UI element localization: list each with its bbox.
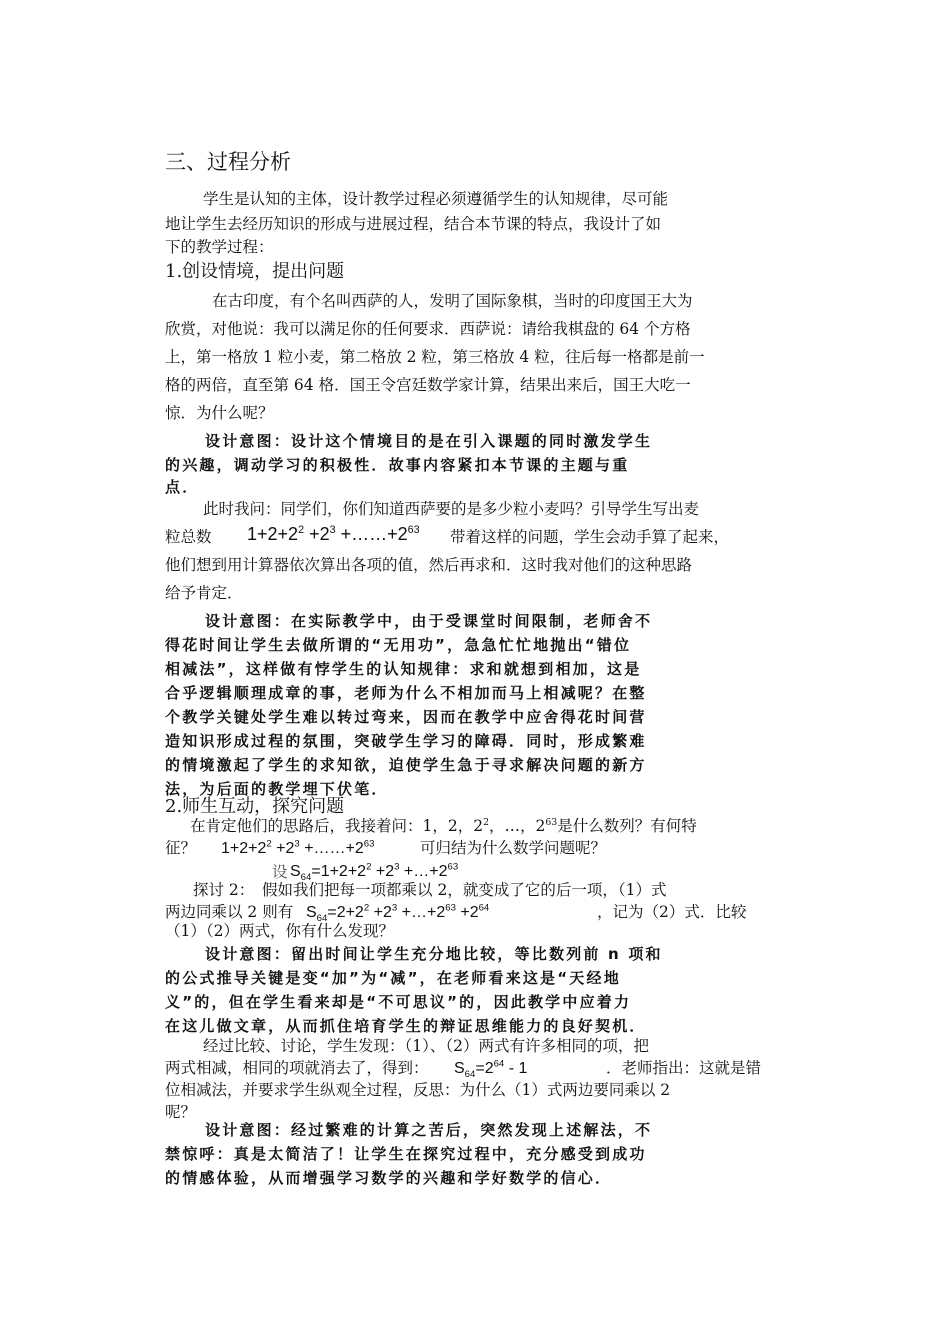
story-line-3: 上，第一格放 1 粒小麦，第二格放 2 粒，第三格放 4 粒，往后每一格都是前一	[165, 348, 705, 366]
intro-line-2: 地让学生去经历知识的形成与进展过程，结合本节课的特点，我设计了如	[165, 215, 662, 233]
explore-line-2-suffix: ，记为（2）式．比较	[597, 903, 747, 921]
intent3-line-1: 设计意图：留出时间让学生充分地比较，等比数列前 n 项和	[205, 945, 663, 963]
equation-2: $S_{64}=2+2^2 +2^3$ $+\dots+2^{63} +2^{64}$	[306, 902, 490, 925]
ask-line-2-suffix: 带着这样的问题，学生会动手算了起来，	[450, 528, 730, 546]
intro-line-3: 下的教学过程：	[165, 238, 274, 256]
story-line-1: 在古印度，有个名叫西萨的人，发明了国际象棋，当时的印度国王大为	[212, 292, 693, 310]
intent1-line-1: 设计意图：设计这个情境目的是在引入课题的同时激发学生	[205, 432, 653, 450]
set-label: 设	[272, 863, 288, 881]
interact-line-1: 在肯定他们的思路后，我接着问：1，2，$2^2$，…，$2^{63}$是什么数列？有何特	[190, 816, 697, 835]
intent1-line-3: 点．	[165, 478, 200, 496]
intro-line-1: 学生是认知的主体，设计教学过程必须遵循学生的认知规律，尽可能	[203, 190, 669, 208]
ask-line-3: 他们想到用计算器依次算出各项的值，然后再求和．这时我对他们的这种思路	[165, 556, 693, 574]
intent2-line-3: 相减法”，这样做有悖学生的认知规律：求和就想到相加，这是	[165, 660, 642, 678]
intent1-line-2: 的兴趣，调动学习的积极性．故事内容紧扣本节课的主题与重	[165, 456, 630, 474]
intent2-line-4: 合乎逻辑顺理成章的事，老师为什么不相加而马上相减呢？在整	[165, 684, 647, 702]
equation-1: $S_{64}=1+2+2^2 +2^3$ $+\dots+2^{63}$	[290, 861, 459, 884]
section-title: 三、过程分析	[165, 150, 291, 174]
intent4-line-1: 设计意图：经过繁难的计算之苦后，突然发现上述解法，不	[205, 1121, 653, 1139]
compare-line-3: 位相减法，并要求学生纵观全过程，反思：为什么（1）式两边要同乘以 2	[165, 1081, 671, 1099]
compare-line-2-prefix: 两式相减，相同的项就消去了，得到：	[165, 1059, 429, 1077]
step2-heading: 2.师生互动，探究问题	[165, 796, 345, 817]
compare-line-2-suffix: ．老师指出：这就是错	[606, 1059, 762, 1077]
explore-line-3: （1）（2）两式，你有什么发现？	[165, 922, 394, 940]
intent3-line-4: 在这儿做文章，从而抓住培育学生的辩证思维能力的良好契机．	[165, 1017, 647, 1035]
intent2-line-7: 的情境激起了学生的求知欲，迫使学生急于寻求解决问题的新方	[165, 756, 647, 774]
intent2-line-5: 个教学关键处学生难以转过弯来，因而在教学中应舍得花时间营	[165, 708, 647, 726]
interact-line-2-suffix: 可归结为什么数学问题呢？	[420, 839, 607, 857]
intent2-line-2: 得花时间让学生去做所谓的“无用功”，急急忙忙地抛出“错位	[165, 636, 632, 654]
compare-line-4: 呢？	[165, 1103, 197, 1121]
compare-line-1: 经过比较、讨论，学生发现：（1）、（2）两式有许多相同的项，把	[203, 1037, 649, 1055]
intent2-line-1: 设计意图：在实际教学中，由于受课堂时间限制，老师舍不	[205, 612, 653, 630]
sum-formula-repeat: $1+2+2^2 +2^3$ $+\dots\dots+2^{63}$	[221, 838, 375, 857]
ask-line-4: 给予肯定．	[165, 584, 243, 602]
sum-formula: $1+2+2^2 +2^3$ $+\dots\dots+2^{63}$	[247, 524, 420, 544]
result-formula: $S_{64}=2^{64} - 1$	[454, 1058, 528, 1081]
explore-line-2-prefix: 两边同乘以 2 则有	[165, 903, 294, 921]
intent2-line-6: 造知识形成过程的氛围，突破学生学习的障碍．同时，形成繁难	[165, 732, 647, 750]
story-line-2: 欣赏，对他说：我可以满足你的任何要求．西萨说：请给我棋盘的 64 个方格	[165, 320, 691, 338]
story-line-5: 惊．为什么呢？	[165, 404, 274, 422]
interact-line-2-prefix: 征？	[165, 839, 197, 857]
story-line-4: 格的两倍，直至第 64 格．国王令宫廷数学家计算，结果出来后，国王大吃一	[165, 376, 691, 394]
explore-line-1: 探讨 2： 假如我们把每一项都乘以 2，就变成了它的后一项，（1）式	[193, 881, 667, 899]
intent4-line-3: 的情感体验，从而增强学习数学的兴趣和学好数学的信心．	[165, 1169, 613, 1187]
intent2-line-8: 法，为后面的教学埋下伏笔．	[165, 780, 389, 798]
ask-line-1: 此时我问：同学们，你们知道西萨要的是多少粒小麦吗？引导学生写出麦	[203, 500, 700, 518]
intent3-line-2: 的公式推导关键是变“加”为“减”，在老师看来这是“天经地	[165, 969, 621, 987]
ask-line-2-prefix: 粒总数	[165, 528, 212, 546]
intent4-line-2: 禁惊呼：真是太简洁了！让学生在探究过程中，充分感受到成功	[165, 1145, 647, 1163]
step1-heading: 1.创设情境，提出问题	[165, 261, 345, 282]
intent3-line-3: 义”的，但在学生看来却是“不可思议”的，因此教学中应着力	[165, 993, 632, 1011]
